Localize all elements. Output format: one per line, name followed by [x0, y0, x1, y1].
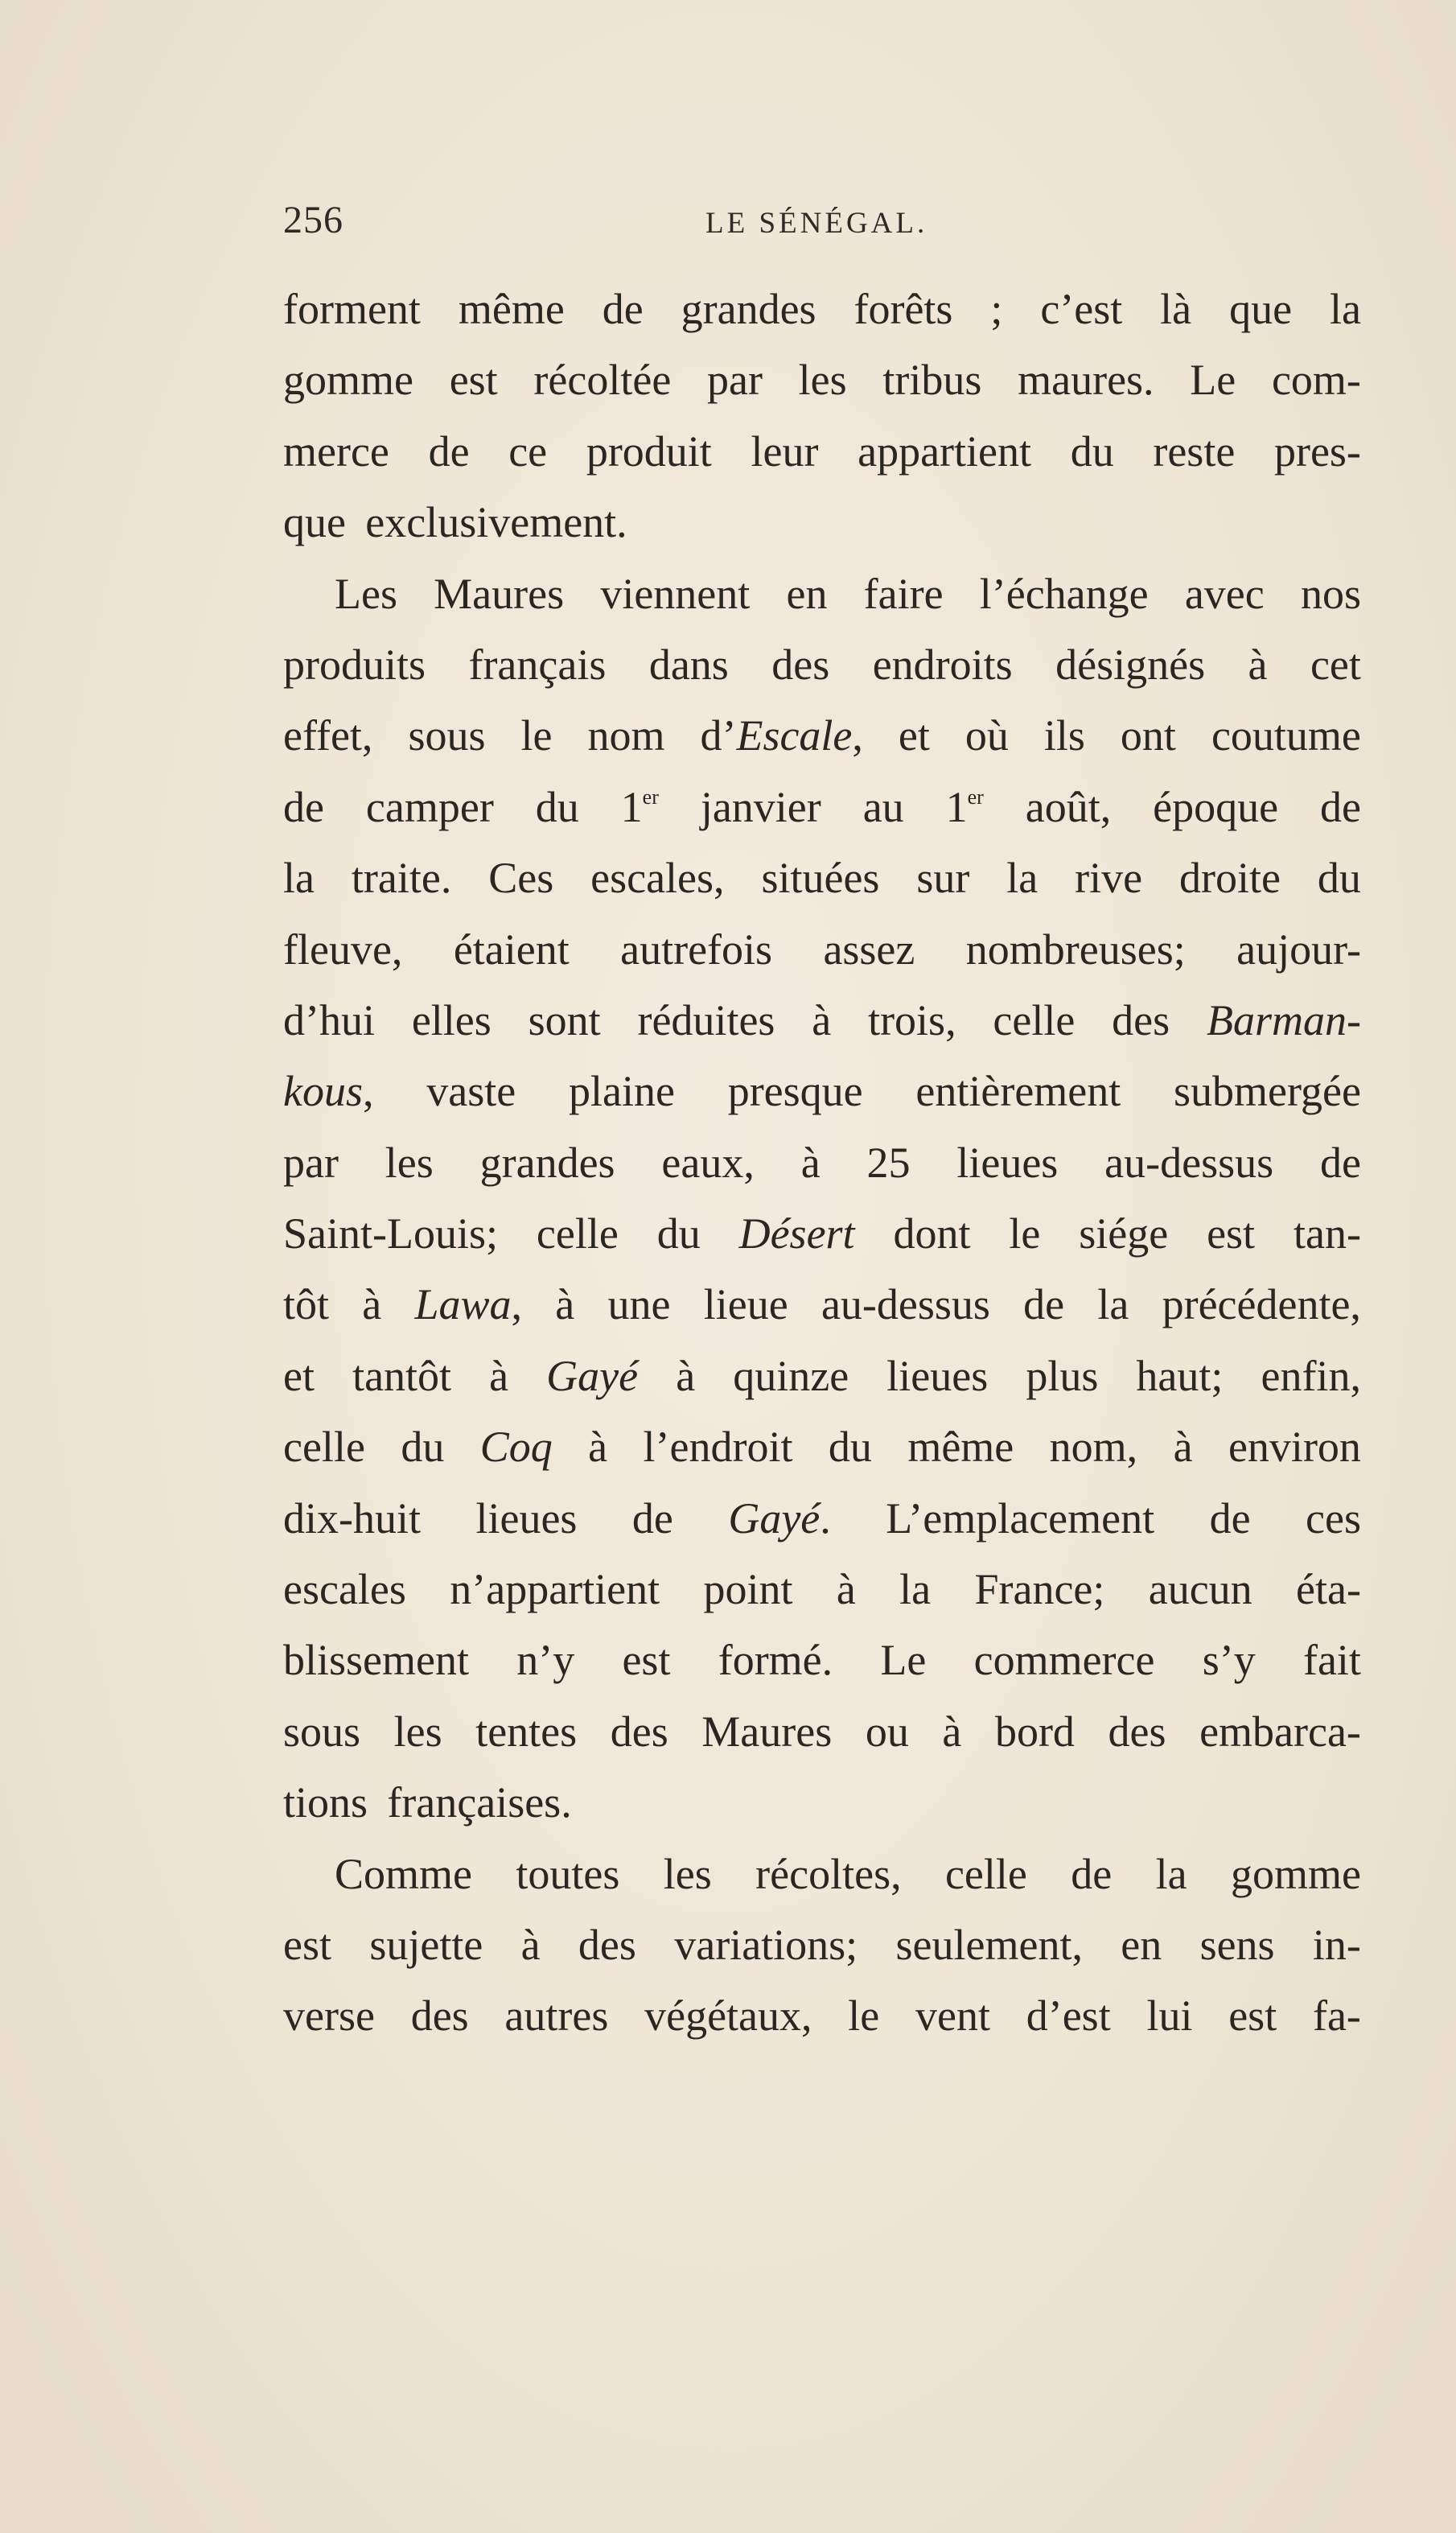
word: à: [1173, 1423, 1193, 1472]
word: cet: [1310, 640, 1361, 689]
word: du: [828, 1423, 872, 1472]
text-line: [283, 558, 1361, 629]
word: nos: [1300, 569, 1361, 618]
word: variations;: [674, 1920, 858, 1969]
word: lieues: [886, 1351, 989, 1400]
word: tribus: [882, 356, 982, 405]
text-line: [283, 1483, 1361, 1554]
text-line: [283, 1839, 1361, 1909]
word: effet,: [283, 711, 373, 760]
text-line: [283, 1909, 1361, 1980]
word: d’Escale,: [700, 711, 863, 760]
word: grandes: [681, 285, 816, 333]
word: sous: [283, 1707, 361, 1756]
word: du: [401, 1423, 445, 1472]
word: lieues: [956, 1138, 1059, 1187]
text-line: [283, 344, 1361, 415]
word: plaine: [568, 1067, 675, 1116]
word: gomme: [283, 356, 413, 405]
text-line: [283, 1696, 1361, 1767]
word: Maures: [701, 1707, 833, 1756]
word: la: [1097, 1280, 1129, 1329]
word: à: [555, 1280, 575, 1329]
word: toutes: [516, 1849, 620, 1898]
text-line: [283, 1127, 1361, 1198]
text-line: [283, 1767, 1361, 1838]
word: France;: [974, 1565, 1105, 1614]
word: point: [703, 1565, 793, 1614]
word: leur: [751, 426, 819, 476]
word: merce: [283, 426, 389, 476]
text-line: [283, 1625, 1361, 1695]
word: les: [798, 356, 847, 405]
word: forêts: [853, 285, 953, 333]
word: aucun: [1148, 1565, 1252, 1614]
word: du: [535, 782, 579, 831]
word: tions: [283, 1778, 368, 1827]
word: assez: [823, 925, 915, 974]
word: même: [458, 285, 565, 333]
word: quinze: [733, 1351, 849, 1400]
page-number: 256: [283, 199, 343, 241]
word: n’appartient: [450, 1565, 660, 1614]
word: français: [468, 640, 607, 689]
word: désignés: [1055, 640, 1206, 689]
word: ont: [1120, 711, 1176, 760]
word: c’est: [1040, 285, 1123, 333]
word: à: [800, 1138, 821, 1187]
word: est: [283, 1920, 331, 1969]
word: produit: [586, 426, 712, 476]
word: Gayé: [546, 1351, 639, 1400]
word: lieues: [475, 1493, 578, 1542]
word: tentes: [475, 1707, 578, 1756]
word: forment: [283, 285, 421, 333]
word: 1er: [620, 782, 659, 831]
word: tantôt: [352, 1351, 452, 1400]
word: de: [602, 285, 644, 333]
word: des: [1112, 995, 1170, 1044]
word: Comme: [335, 1849, 472, 1898]
word: le: [848, 1991, 880, 2041]
word: les: [663, 1849, 712, 1898]
word: siége: [1079, 1209, 1169, 1258]
word: Le: [1190, 356, 1236, 405]
word: de: [1023, 1280, 1065, 1329]
word: nom: [587, 711, 665, 760]
word: de: [1320, 782, 1361, 831]
word: kous,: [283, 1067, 374, 1116]
word: en: [786, 569, 828, 618]
word: à: [1248, 640, 1268, 689]
text-line: [283, 914, 1361, 985]
word: maures.: [1018, 356, 1154, 405]
word: haut;: [1136, 1351, 1224, 1400]
word: à: [676, 1351, 696, 1400]
word: dont: [893, 1209, 971, 1258]
word: la: [1329, 285, 1361, 333]
word: situées: [761, 854, 880, 903]
word: étaient: [453, 925, 570, 974]
word: fleuve,: [283, 925, 403, 974]
text-line: [283, 1269, 1361, 1340]
word: janvier: [700, 782, 821, 831]
word: coutume: [1211, 711, 1361, 760]
word: l’échange: [979, 569, 1149, 618]
word: à: [489, 1351, 509, 1400]
word: dans: [648, 640, 729, 689]
word: celle: [993, 995, 1076, 1044]
word: là: [1160, 285, 1192, 333]
running-head: [283, 198, 1361, 254]
word: Les: [335, 569, 397, 618]
word: eaux,: [661, 1138, 755, 1187]
word: reste: [1153, 426, 1236, 476]
word: pres-: [1273, 426, 1361, 476]
word: Barman-: [1206, 995, 1361, 1044]
word: aujour-: [1236, 925, 1361, 974]
text-line: [283, 700, 1361, 771]
word: commerce: [973, 1636, 1155, 1685]
word: réduites: [637, 995, 775, 1044]
word: des: [771, 640, 830, 689]
word: n’y: [516, 1636, 575, 1685]
word: seulement,: [895, 1920, 1083, 1969]
word: environ: [1228, 1423, 1361, 1472]
word: L’emplacement: [886, 1493, 1155, 1542]
word: au-dessus: [1104, 1138, 1274, 1187]
text-line: [283, 629, 1361, 700]
word: Saint-Louis;: [283, 1209, 498, 1258]
text-line: [283, 1980, 1361, 2051]
word: produits: [283, 640, 426, 689]
word: du: [1317, 854, 1361, 903]
word: tan-: [1293, 1209, 1361, 1258]
word: appartient: [858, 426, 1032, 476]
word: vaste: [426, 1067, 516, 1116]
word: bord: [994, 1707, 1075, 1756]
word: au: [862, 782, 904, 831]
word: escales: [283, 1565, 406, 1614]
word: sujette: [369, 1920, 483, 1969]
word: autres: [504, 1991, 609, 2041]
word: ils: [1043, 711, 1085, 760]
word: août,: [1025, 782, 1112, 831]
word: Coq: [479, 1423, 553, 1472]
word: des: [610, 1707, 668, 1756]
word: gomme: [1231, 1849, 1361, 1898]
word: grandes: [479, 1138, 615, 1187]
word: lui: [1146, 1991, 1193, 2041]
word: s’y: [1202, 1636, 1256, 1685]
word: com-: [1271, 356, 1361, 405]
word: fait: [1302, 1636, 1361, 1685]
text-line: [283, 985, 1361, 1056]
word: de: [1071, 1849, 1113, 1898]
word: enfin,: [1261, 1351, 1361, 1400]
word: Désert: [738, 1209, 855, 1258]
word: fa-: [1312, 1991, 1361, 2041]
word: récoltes,: [755, 1849, 902, 1898]
word: sont: [528, 995, 601, 1044]
word: celle: [944, 1849, 1027, 1898]
word: par: [283, 1138, 339, 1187]
text-line: [283, 416, 1361, 487]
word: à: [520, 1920, 541, 1969]
word: faire: [863, 569, 944, 618]
word: françaises.: [387, 1778, 572, 1827]
word: et: [283, 1351, 315, 1400]
word: et: [898, 711, 930, 760]
word: tôt: [283, 1280, 330, 1329]
word: droite: [1179, 854, 1281, 903]
word: ;: [990, 285, 1003, 333]
word: est: [1228, 1991, 1277, 2041]
word: 25: [866, 1138, 911, 1187]
word: l’endroit: [643, 1423, 793, 1472]
word: au-dessus: [821, 1280, 990, 1329]
word: Gayé.: [728, 1493, 831, 1542]
word: escales,: [590, 854, 725, 903]
word: d’hui: [283, 995, 375, 1044]
word: exclusivement.: [365, 498, 627, 547]
word: des: [578, 1920, 636, 1969]
word: trois,: [868, 995, 956, 1044]
word: de: [283, 782, 324, 831]
word: des: [410, 1991, 469, 2041]
word: formé.: [718, 1636, 833, 1685]
word: du: [656, 1209, 701, 1258]
word: éta-: [1296, 1565, 1361, 1614]
text-line: [283, 1056, 1361, 1126]
word: submergée: [1174, 1067, 1361, 1116]
text-line: [283, 487, 1361, 558]
word: rive: [1075, 854, 1143, 903]
text-line: [283, 772, 1361, 842]
word: même: [907, 1423, 1014, 1472]
word: presque: [727, 1067, 863, 1116]
word: les: [385, 1138, 434, 1187]
word: végétaux,: [644, 1991, 812, 2041]
word: nom,: [1049, 1423, 1138, 1472]
word: autrefois: [620, 925, 773, 974]
text-line: [283, 842, 1361, 913]
word: in-: [1312, 1920, 1361, 1969]
word: celle: [283, 1423, 365, 1472]
word: une: [607, 1280, 671, 1329]
word: le: [1009, 1209, 1041, 1258]
word: à: [942, 1707, 962, 1756]
word: les: [393, 1707, 442, 1756]
word: sous: [408, 711, 486, 760]
word: celle: [536, 1209, 619, 1258]
word: ou: [865, 1707, 909, 1756]
word: vent: [915, 1991, 990, 2041]
word: Le: [880, 1636, 927, 1685]
word: blissement: [283, 1636, 469, 1685]
word: est: [449, 356, 498, 405]
word: récoltée: [533, 356, 672, 405]
word: à: [588, 1423, 608, 1472]
word: Maures: [434, 569, 565, 618]
word: endroits: [872, 640, 1013, 689]
text-line: [283, 1554, 1361, 1625]
running-title: LE SÉNÉGAL.: [705, 207, 928, 240]
word: est: [1207, 1209, 1256, 1258]
word: verse: [283, 1991, 375, 2041]
word: la: [1006, 854, 1039, 903]
word: avec: [1184, 569, 1265, 618]
word: époque: [1153, 782, 1279, 831]
text-line: [283, 1198, 1361, 1269]
word: de: [428, 426, 470, 476]
word: dix-huit: [283, 1493, 421, 1542]
word: le: [520, 711, 553, 760]
word: que: [1229, 285, 1293, 333]
word: en: [1121, 1920, 1162, 1969]
word: à: [362, 1280, 382, 1329]
word: sens: [1199, 1920, 1275, 1969]
text-line: [283, 1411, 1361, 1482]
word: par: [707, 356, 763, 405]
word: d’est: [1026, 1991, 1111, 2041]
word: que: [283, 498, 346, 547]
word: ce: [508, 426, 548, 476]
word: viennent: [600, 569, 751, 618]
word: nombreuses;: [965, 925, 1186, 974]
word: est: [622, 1636, 671, 1685]
word: Ces: [488, 854, 554, 903]
word: à: [836, 1565, 856, 1614]
word: entièrement: [915, 1067, 1121, 1116]
word: des: [1108, 1707, 1166, 1756]
word: la: [899, 1565, 932, 1614]
word: elles: [411, 995, 492, 1044]
word: Lawa,: [414, 1280, 523, 1329]
word: plus: [1026, 1351, 1099, 1400]
word: de: [1319, 1138, 1361, 1187]
body-text: [283, 274, 1361, 2052]
word: du: [1070, 426, 1114, 476]
word: sur: [916, 854, 970, 903]
word: 1er: [945, 782, 984, 831]
word: de: [1209, 1493, 1251, 1542]
text-line: [283, 1341, 1361, 1411]
word: à: [812, 995, 832, 1044]
word: la: [1155, 1849, 1187, 1898]
word: traite.: [351, 854, 452, 903]
word: embarca-: [1199, 1707, 1361, 1756]
word: précédente,: [1162, 1280, 1361, 1329]
word: camper: [365, 782, 494, 831]
word: où: [964, 711, 1009, 760]
word: de: [631, 1493, 673, 1542]
text-line: [283, 274, 1361, 344]
word: ces: [1306, 1493, 1361, 1542]
word: lieue: [703, 1280, 788, 1329]
word: la: [283, 854, 315, 903]
